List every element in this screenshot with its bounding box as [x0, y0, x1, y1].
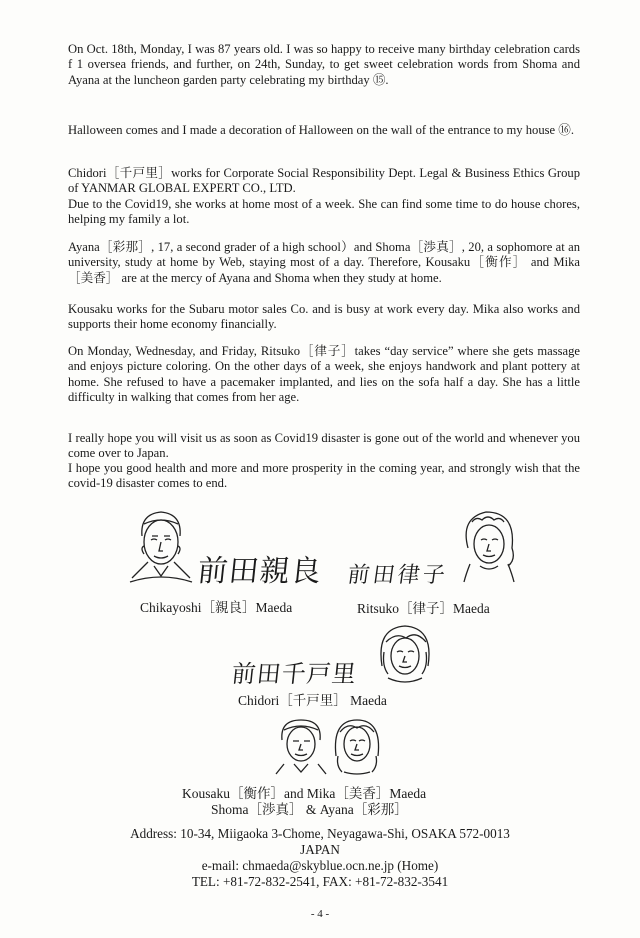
chikayoshi-caption: Chikayoshi［親良］Maeda [140, 600, 293, 615]
address-line: Address: 10-34, Miigaoka 3-Chome, Neyagawa-Shi, OSAKA 572-0013 [130, 826, 510, 841]
email-line: e-mail: chmaeda@skyblue.ocn.ne.jp (Home) [201, 858, 439, 873]
address-country: JAPAN [300, 842, 340, 857]
paragraph-kousaku-mika: Kousaku works for the Subaru motor sales Co. and is busy at work every day. Mika also works and supports their home economy financially. [68, 302, 580, 332]
chikayoshi-portrait [126, 506, 196, 584]
chidori-signature: 前田千戸里 [230, 660, 359, 688]
kousaku-mika-caption: Kousaku［衡作］and Mika［美香］Maeda [182, 786, 427, 801]
kousaku-portrait [274, 716, 328, 776]
phone-fax-line: TEL: +81-72-832-2541, FAX: +81-72-832-3541 [191, 874, 449, 889]
ritsuko-portrait [458, 508, 520, 584]
paragraph-chidori-home: Due to the Covid19, she works at home most of a week. She can find some time to do house chores, helping my family a lot. [68, 197, 580, 227]
chidori-portrait [374, 622, 436, 686]
paragraph-grandchildren: Ayana［彩那］, 17, a second grader of a high school）and Shoma［渉真］, 20, a sophomore at an university, study at home by Web, staying most of a day. Therefore, Kousaku［衡作］ and Mika［美香］ are at the mercy of Ayana and Shoma when they study at home. [68, 240, 580, 285]
shoma-ayana-caption: Shoma［渉真］ & Ayana［彩那］ [211, 802, 408, 817]
paragraph-wishes: I hope you good health and more and more prosperity in the coming year, and strongly wish that the covid-19 disaster comes to end. [68, 461, 580, 491]
mika-portrait [330, 716, 384, 776]
page-number: - 4 - [310, 908, 330, 920]
paragraph-hope-visit: I really hope you will visit us as soon as Covid19 disaster is gone out of the world and whenever you come over to Japan. [68, 431, 580, 461]
chikayoshi-signature: 前田親良 [195, 554, 324, 589]
ritsuko-signature: 前田律子 [345, 563, 450, 588]
paragraph-halloween: Halloween comes and I made a decoration of Halloween on the wall of the entrance to my house ⑯. [68, 123, 575, 137]
paragraph-birthday: On Oct. 18th, Monday, I was 87 years old. I was so happy to receive many birthday celebration cards f 1 oversea friends, and further, on 24th, Sunday, to get sweet celebration words from Shoma and Ayana at the luncheon garden party celebrating my birthday ⑮. [68, 42, 580, 87]
paragraph-ritsuko: On Monday, Wednesday, and Friday, Ritsuko［律子］takes “day service” where she gets massage and enjoys picture coloring. On the other days of a week, she enjoys handwork and plant pottery at home. She refused to have a pacemaker implanted, and lies on the sofa half a day. She has a little difficulty in walking that comes from her age. [68, 344, 580, 405]
chidori-caption: Chidori［千戸里］ Maeda [238, 693, 387, 708]
ritsuko-caption: Ritsuko［律子］Maeda [357, 601, 490, 616]
paragraph-chidori-work: Chidori［千戸里］works for Corporate Social Responsibility Dept. Legal & Business Ethics Group of YANMAR GLOBAL EXPERT CO., LTD. [68, 166, 580, 196]
